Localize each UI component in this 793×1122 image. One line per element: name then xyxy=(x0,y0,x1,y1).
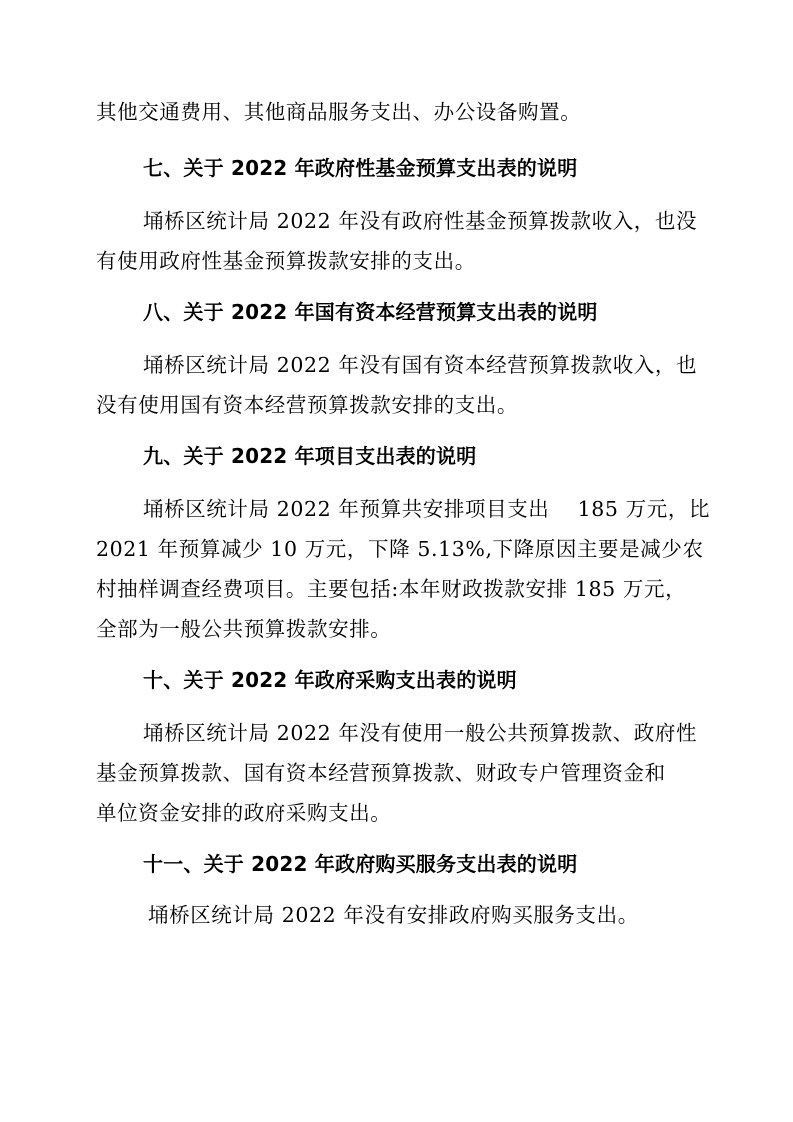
section-7-line-1: 埇桥区统计局 2022 年没有政府性基金预算拨款收入，也没 xyxy=(143,209,698,233)
section-10-line-2: 基金预算拨款、国有资本经营预算拨款、财政专户管理资金和 xyxy=(96,761,666,785)
section-7-line-2: 有使用政府性基金预算拨款安排的支出。 xyxy=(96,249,476,273)
section-9-line-1: 埇桥区统计局 2022 年预算共安排项目支出 185 万元，比 xyxy=(143,497,711,521)
section-10-line-3: 单位资金安排的政府采购支出。 xyxy=(96,801,392,825)
section-heading-8: 八、关于 2022 年国有资本经营预算支出表的说明 xyxy=(143,300,598,324)
section-8-line-2: 没有使用国有资本经营预算拨款安排的支出。 xyxy=(96,393,518,417)
section-10-line-1: 埇桥区统计局 2022 年没有使用一般公共预算拨款、政府性 xyxy=(143,721,698,745)
section-heading-9: 九、关于 2022 年项目支出表的说明 xyxy=(143,444,477,468)
section-heading-7: 七、关于 2022 年政府性基金预算支出表的说明 xyxy=(143,156,578,180)
section-heading-10: 十、关于 2022 年政府采购支出表的说明 xyxy=(143,668,517,692)
section-8-line-1: 埇桥区统计局 2022 年没有国有资本经营预算拨款收入，也 xyxy=(143,353,698,377)
section-9-line-2: 2021 年预算减少 10 万元，下降 5.13%,下降原因主要是减少农 xyxy=(96,537,704,561)
section-9-line-4: 全部为一般公共预算拨款安排。 xyxy=(96,617,392,641)
section-heading-11: 十一、关于 2022 年政府购买服务支出表的说明 xyxy=(143,852,578,876)
intro-line: 其他交通费用、其他商品服务支出、办公设备购置。 xyxy=(96,100,582,124)
section-9-line-3: 村抽样调查经费项目。主要包括:本年财政拨款安排 185 万元， xyxy=(96,577,687,601)
section-11-line-1: 埇桥区统计局 2022 年没有安排政府购买服务支出。 xyxy=(148,903,639,927)
